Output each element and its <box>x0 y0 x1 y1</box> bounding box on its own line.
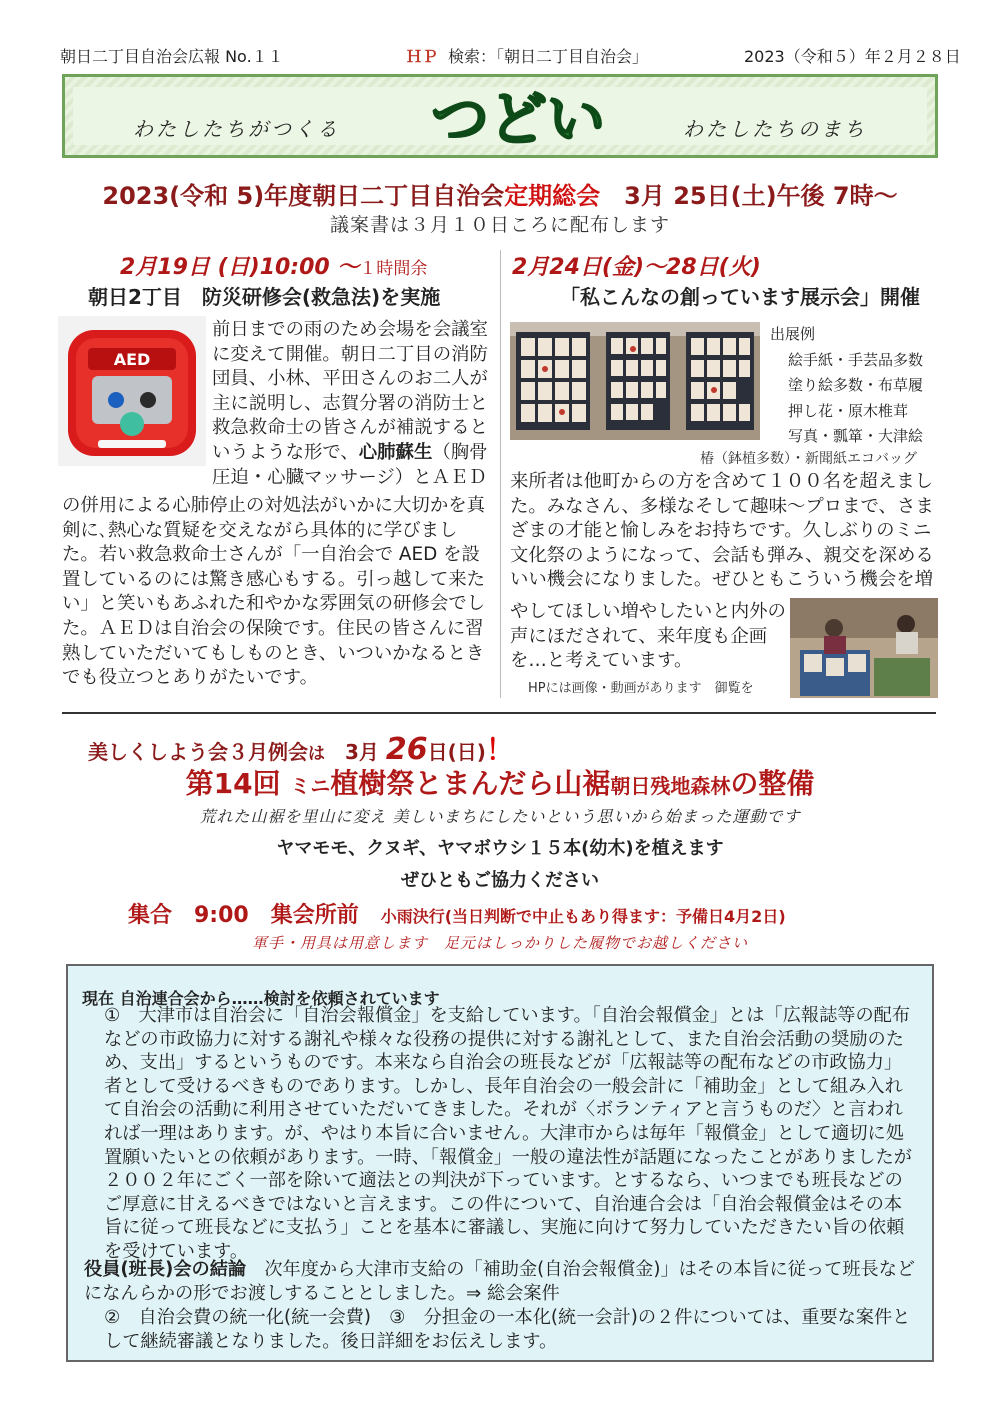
assembly-time-place: 集合 9:00 集会所前 <box>128 903 381 928</box>
assembly-rain-note: 小雨決行(当日判断で中止もあり得ます：予備日4月2日) <box>380 907 786 926</box>
drill-body-wrap <box>212 318 488 490</box>
exhibit-item: 押し花・原木椎茸 <box>788 401 909 420</box>
event-name: 植樹祭とまんだら山裾 <box>330 767 611 800</box>
hp-label: ＨＰ <box>406 47 439 66</box>
drill-wrap-text: 前日までの雨のため会場を会議室に変えて開催。朝日二丁目の消防団員、小林、平田さんのお二人が主に説明し、志賀分署の消防士と救急救命士の皆さんが補説するというような形で、 <box>212 319 488 463</box>
exhibit-heading: 出展例 <box>770 325 816 343</box>
exhibit-item: 写真・瓢箪・大津絵 <box>788 427 924 445</box>
meeting-headline <box>0 176 1000 211</box>
issue-date: 2023（令和５）年２月２８日 <box>744 47 961 66</box>
event-equipment-note: 軍手・用具は用意します 足元はしっかりした履物でお越しください <box>251 934 748 952</box>
conclusion-text: 次年度から大津市支給の「補助金(自治会報償金)」はその本旨に従って班長などになんらかの形でお渡しすることとしました。⇒ 総会案件 <box>84 1259 916 1304</box>
exhibition-visitors-photo <box>790 598 938 698</box>
headline-date: 3月 25日(土)午後 7時～ <box>600 182 898 210</box>
headline-emph: 定期総会 <box>504 182 601 210</box>
exhibit-list <box>770 322 940 450</box>
header-bar <box>60 44 961 68</box>
title-banner <box>62 74 938 158</box>
conclusion-label: 役員(班長)会の結論 <box>84 1259 247 1280</box>
aed-photo <box>58 316 206 466</box>
exhibit-item: 絵手紙・手芸品多数 <box>788 350 924 369</box>
event-edition: 第14回 <box>185 767 291 800</box>
drill-body: の併用による心肺停止の対処法がいかに大切かを真剣に､熱心な質疑を交えながら具体的に学びました。若い救急救命士さんが「一自治会で AED を設置しているのには驚き感心もする。引っ越して来たい」と笑いもあふれた和やかな雰囲気の研修会でした。ＡＥＤは自治会の保険です。住民の皆さんに習熟していただいてもしものとき、いついかなるときでも役立つとありがたいです。 <box>62 495 485 689</box>
aed-label: AED <box>113 350 151 369</box>
hp-note: HPには画像・動画があります 御覧を <box>528 681 754 696</box>
notice-item-2-3: ② 自治会費の統一化(統一会費) ③ 分担金の一本化(統一会計)の２件については、重要な案件として継続審議となりました。後日詳細をお伝えします。 <box>104 1307 911 1352</box>
exhibition-title: 「私こんなの創っています展示会」開催 <box>560 285 920 309</box>
event-month: 3月 <box>325 740 386 764</box>
event-day: 26 <box>385 732 428 767</box>
headline-sub: 議案書は３月１０日ころに配布します <box>329 214 670 236</box>
event-trees: ヤマモモ、クヌギ、ヤマボウシ１５本(幼木)を植えます <box>276 838 724 859</box>
exhibit-item: 塗り絵多数・布草履 <box>788 376 924 394</box>
notice-title: 現在 自治連合会から……検討を依頼されています <box>82 989 440 1008</box>
publisher-label: 朝日二丁目自治会広報 No.１１ <box>60 47 284 66</box>
hp-search-text: 検索：「朝日二丁目自治会」 <box>448 47 649 66</box>
event-particle: は <box>308 744 325 764</box>
drill-wrap-tail: （胸骨圧迫・心臓マッサージ）とＡＥＤ <box>212 441 488 488</box>
exhibition-body-wrap: やしてほしい増やしたいと内外の声にほだされて、来年度も企画を…と考えています。 <box>510 601 786 672</box>
notice-conclusion <box>84 1258 920 1305</box>
event-forest: 朝日残地森林 <box>610 774 731 798</box>
banner-left-text: わたしたちがつくる <box>133 117 340 141</box>
event-exclaim: ！ <box>485 733 514 766</box>
exhibition-photo <box>510 322 760 440</box>
event-purpose: 荒れた山裾を里山に変え 美しいまちにしたいという思いから始まった運動です <box>199 807 801 826</box>
event-meeting: 美しくしよう会３月例会 <box>88 740 308 764</box>
notice-item-1: ① 大津市は自治会に「自治会報償金」を支給しています。「自治会報償金」とは「広報誌等の配布などの市政協力に対する謝礼や様々な役務の提供に対する謝礼として、また自治会活動の奨励のため、支出」するというものです。本来なら自治会の班長などが「広報誌等の配布などの市政協力」者として受けるべきものであります。しかし、長年自治会の一般会計に「補助金」として組み入れて自治会の活動に利用させていただいてきました。それが〈ボランティアと言うものだ〉と言われれば一理はあります。が、やはり本旨に合いません。大津市からは毎年「報償金」として適切に処置願いたいとの依頼があります。一時、｢報償金」一般の違法性が話題になったことがありましたが２００２年にごく一部を除いて適法との判決が下っています。とするなら、いつまでも班長などのご厚意に甘えるべきではないと言えます。この件について、自治連合会は「自治会報償金はその本旨に従って班長などに支払う」ことを基本に審議し、実施に向けて努力していただきたい旨の依頼を受けています。 <box>104 1005 912 1262</box>
tsudoi-logo <box>383 83 653 153</box>
event-assembly <box>128 898 786 929</box>
event-mini: ミニ <box>290 774 331 798</box>
drill-date-text: 2月19日 (日)10:00 ～ <box>120 255 360 280</box>
banner-title: つどい <box>430 85 606 153</box>
event-maintenance: の整備 <box>730 767 815 800</box>
exhibition-date: 2月24日(金)～28日(火) <box>512 255 761 280</box>
section-divider <box>62 712 936 714</box>
headline-main: 2023(令和 5)年度朝日二丁目自治会 <box>102 182 505 210</box>
event-weekday: 日(日) <box>427 740 486 764</box>
drill-title: 朝日2丁目 防災研修会(救急法)を実施 <box>88 285 441 309</box>
drill-date <box>120 250 427 281</box>
drill-duration: １時間余 <box>359 259 428 279</box>
event-line-2 <box>0 762 1000 802</box>
column-divider <box>500 250 501 698</box>
banner-right-text: わたしたちのまち <box>683 117 867 141</box>
event-request: ぜひともご協力ください <box>401 870 599 891</box>
exhibition-body: 来所者は他町からの方を含めて１００名を超えました。みなさん、多様なそして趣味～プロまで、さまざまの才能と愉しみをお持ちです。久しぶりのミニ文化祭のようになって、会話も弾み、親交を深めるいい機会になりました。ぜひともこういう機会を増 <box>510 471 934 591</box>
exhibit-caption: 椿（鉢植多数）・新聞紙エコバッグ <box>700 451 917 467</box>
drill-wrap-bold: 心肺蘇生 <box>358 441 433 463</box>
